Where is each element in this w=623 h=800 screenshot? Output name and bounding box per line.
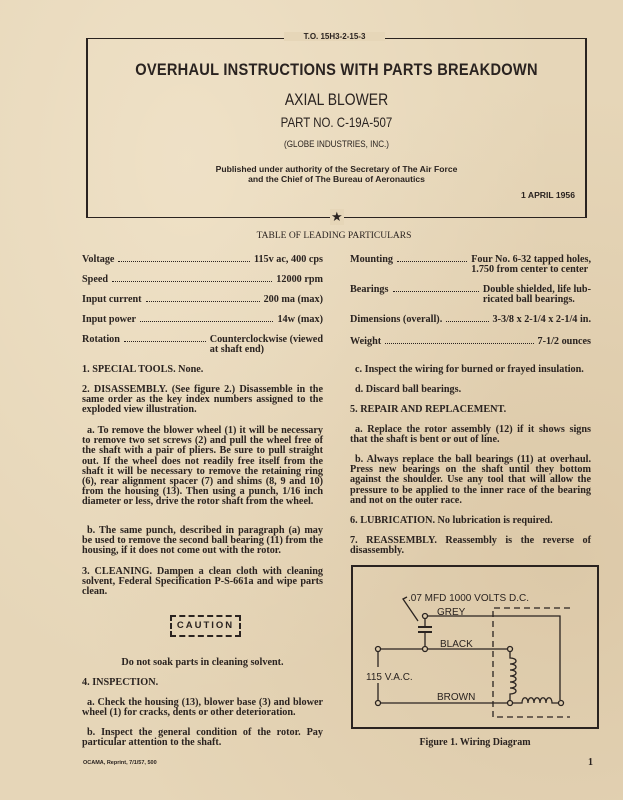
supply-label: 115 V.A.C.	[366, 672, 413, 683]
value-line-1: Double shielded, life lub-	[482, 284, 591, 295]
value: 12000 rpm	[276, 274, 323, 285]
value-line-1: Counterclockwise (viewed	[209, 334, 323, 345]
coil-terminal	[508, 647, 513, 652]
coil-terminal	[508, 701, 513, 706]
value: 3-3/8 x 2-1/4 x 2-1/4 in.	[492, 314, 591, 325]
label: Rotation	[82, 334, 120, 345]
value-line-1: Four No. 6-32 tapped holes,	[471, 254, 591, 265]
value-line-2: 1.750 from center to center	[471, 264, 589, 276]
label: Speed	[82, 274, 109, 285]
section-special-tools: 1. SPECIAL TOOLS. None.	[82, 364, 204, 375]
paragraph-inspection-c: c. Inspect the wiring for burned or frayed insulation.	[355, 364, 584, 375]
particulars-heading: TABLE OF LEADING PARTICULARS	[256, 231, 412, 241]
technical-order-number: T.O. 15H3-2-15-3	[284, 32, 385, 41]
diagram-frame	[352, 566, 598, 728]
label: Bearings	[350, 284, 389, 295]
value-line-2: at shaft end)	[209, 344, 265, 356]
supply-terminal	[376, 647, 381, 652]
value-line-2: ricated ball bearings.	[482, 294, 575, 306]
authority-line-2: and the Chief of The Bureau of Aeronautics	[248, 174, 425, 184]
section-cleaning: 3. CLEANING. Dampen a clean cloth with cleaning solvent, Federal Specification P-S-661a and wipe parts clean.	[82, 566, 323, 598]
label: Voltage	[82, 254, 115, 265]
section-reassembly: 7. REASSEMBLY. Reassembly is the reverse of disassembly.	[350, 535, 591, 557]
winding-coil	[513, 698, 559, 703]
paragraph-repair-a: a. Replace the rotor assembly (12) if it shows signs that the shaft is bent or out of line.	[350, 424, 591, 446]
wire-label-brown: BROWN	[437, 692, 476, 703]
paragraph-repair-b: b. Always replace the ball bearings (11) at overhaul. Press new bearings on the shaft until they bottom against the shoulder. Use any tool that will allow the pressure to be applied to the inner race of the bearing and not on the outer race.	[350, 454, 591, 506]
page-number: 1	[588, 757, 593, 768]
label: Input current	[82, 294, 142, 305]
section-repair: 5. REPAIR AND REPLACEMENT.	[350, 404, 507, 415]
caution-text: Do not soak parts in cleaning solvent.	[121, 657, 284, 668]
document-title: OVERHAUL INSTRUCTIONS WITH PARTS BREAKDOWN	[135, 60, 538, 79]
star-icon: ★	[331, 209, 343, 224]
capacitor-terminal	[423, 647, 428, 652]
section-inspection: 4. INSPECTION.	[82, 677, 159, 688]
paragraph-inspection-d: d. Discard ball bearings.	[355, 384, 462, 395]
paragraph-inspection-b: b. Inspect the general condition of the rotor. Pay particular attention to the shaft.	[82, 727, 323, 749]
label: Mounting	[350, 254, 394, 265]
print-info: OCAMA, Reprint, 7/1/57, 500	[83, 760, 157, 766]
grey-wire	[428, 616, 561, 700]
paragraph-disassembly-a: a. To remove the blower wheel (1) it will be necessary to remove two set screws (2) and pull the wheel free of the shaft with a pair of pliers. Be sure to pull straight out. If the wheel does not readily free itself from the shaft it will be necessary to remove the retaining ring (6), rear alignment spacer (7) and shims (8, 9 and 10) from the housing (13). Then using a punch, 1/16 inch diameter or less, drive the rotor shaft from the wheel.	[82, 425, 323, 508]
value: 14w (max)	[277, 314, 323, 325]
publication-date: 1 APRIL 1956	[521, 190, 575, 200]
grey-terminal	[423, 614, 428, 619]
label: Dimensions (overall).	[350, 314, 443, 325]
wire-label-black: BLACK	[440, 639, 473, 650]
capacitor-label: .07 MFD 1000 VOLTS D.C.	[408, 593, 529, 604]
wire-label-grey: GREY	[437, 607, 466, 618]
winding-coil	[510, 652, 516, 701]
section-lubrication: 6. LUBRICATION. No lubrication is required.	[350, 515, 553, 526]
supply-terminal	[376, 701, 381, 706]
value: 115v ac, 400 cps	[253, 254, 323, 265]
manufacturer: (GLOBE INDUSTRIES, INC.)	[283, 139, 389, 150]
motor-boundary	[493, 608, 570, 717]
part-number: PART NO. C-19A-507	[280, 114, 393, 130]
paragraph-inspection-a: a. Check the housing (13), blower base (3) and blower wheel (1) for cracks, dents or other deterioration.	[82, 697, 323, 719]
label: Weight	[350, 336, 382, 347]
value: 200 ma (max)	[263, 294, 323, 305]
caution-badge: CAUTION	[170, 615, 241, 637]
authority-line-1: Published under authority of the Secretary of The Air Force	[215, 164, 458, 174]
figure-caption: Figure 1. Wiring Diagram	[419, 737, 531, 748]
label: Input power	[82, 314, 137, 325]
coil-terminal	[559, 701, 564, 706]
value: 7-1/2 ounces	[537, 336, 591, 347]
section-disassembly: 2. DISASSEMBLY. (See figure 2.) Disassemble in the same order as the key index numbers assigned to the exploded view illustration.	[82, 384, 323, 416]
paragraph-disassembly-b: b. The same punch, described in paragraph (a) may be used to remove the second ball bearing (11) from the housing, if it does not come out with the rotor.	[82, 525, 323, 557]
subject-title: AXIAL BLOWER	[284, 90, 389, 109]
